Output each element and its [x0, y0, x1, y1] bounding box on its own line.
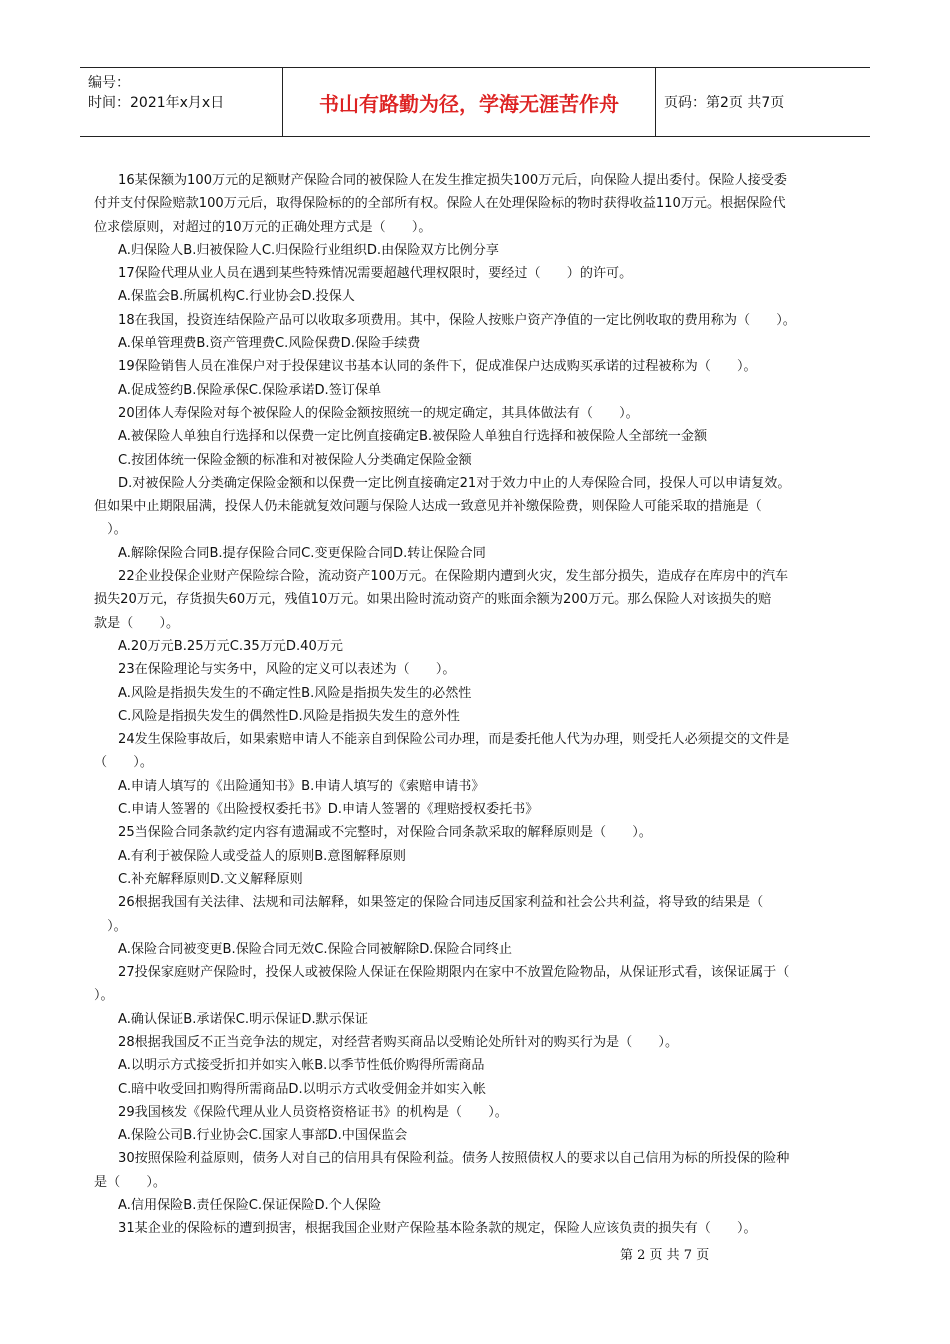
text-line: 16某保额为100万元的足额财产保险合同的被保险人在发生推定损失100万元后，向保险人提出委付。保险人接受委	[118, 173, 787, 188]
text-line: 20团体人寿保险对每个被保险人的保险金额按照统一的规定确定，其具体做法有（ ）。	[118, 405, 639, 421]
text-line: C.按团体统一保险金额的标准和对被保险人分类确定保险金额	[118, 452, 472, 468]
text-line: A.以明示方式接受折扣并如实入帐B.以季节性低价购得所需商品	[118, 1058, 485, 1074]
text-line: 18在我国，投资连结保险产品可以收取多项费用。其中，保险人按账户资产净值的一定比例收取的费用称为（ ）。	[118, 312, 796, 328]
page-header	[80, 67, 870, 137]
text-line: 28根据我国反不正当竞争法的规定，对经营者购买商品以受贿论处所针对的购买行为是（ ）。	[118, 1034, 679, 1050]
text-line: A.促成签约B.保险承保C.保险承诺D.签订保单	[118, 382, 382, 398]
text-line: 27投保家庭财产保险时，投保人或被保险人保证在保险期限内在家中不放置危险物品，从保证形式看，该保证属于（	[118, 965, 790, 981]
text-line: 位求偿原则，对超过的10万元的正确处理方式是（ ）。	[94, 219, 432, 235]
text-line: A.保监会B.所属机构C.行业协会D.投保人	[118, 289, 355, 305]
text-line: A.有利于被保险人或受益人的原则B.意图解释原则	[118, 848, 406, 864]
text-line: 19保险销售人员在准保户对于投保建议书基本认同的条件下，促成准保户达成购买承诺的过程被称为（ ）。	[118, 359, 757, 375]
text-line: 26根据我国有关法律、法规和司法解释，如果签定的保险合同违反国家利益和社会公共利益，将导致的结果是（	[118, 895, 764, 911]
text-line: A.确认保证B.承诺保C.明示保证D.默示保证	[118, 1011, 368, 1027]
text-line: A.归保险人B.归被保险人C.归保险行业组织D.由保险双方比例分享	[118, 242, 499, 258]
text-line: A.20万元B.25万元C.35万元D.40万元	[118, 638, 343, 654]
text-line: 款是（ ）。	[94, 615, 180, 631]
text-line: 17保险代理从业人员在遇到某些特殊情况需要超越代理权限时，要经过（ ）的许可。	[118, 266, 633, 282]
header-motto: 书山有路勤为径，学海无涯苦作舟	[283, 68, 656, 136]
text-line: A.风险是指损失发生的不确定性B.风险是指损失发生的必然性	[118, 685, 472, 701]
text-line: A.保险合同被变更B.保险合同无效C.保险合同被解除D.保险合同终止	[118, 941, 513, 957]
document-number-label: 编号：	[88, 75, 130, 91]
text-line: 但如果中止期限届满，投保人仍未能就复效问题与保险人达成一致意见并补缴保险费，则保险人可能采取的措施是（	[94, 499, 762, 515]
text-line: ）。	[94, 918, 127, 934]
text-line: （ ）。	[94, 755, 153, 771]
text-line: ）。	[94, 522, 127, 538]
text-line: 损失20万元，存货损失60万元，残值10万元。如果出险时流动资产的账面余额为200万元。那么保险人对该损失的赔	[94, 592, 772, 608]
document-date-label: 时间：2021年x月x日	[88, 95, 225, 111]
text-line: 24发生保险事故后，如果索赔申请人不能亲自到保险公司办理，而是委托他人代为办理，则受托人必须提交的文件是	[118, 732, 790, 748]
header-page-info: 页码：第2页 共7页	[664, 95, 785, 111]
text-line: 31某企业的保险标的遭到损害，根据我国企业财产保险基本险条款的规定，保险人应该负责的损失有（ ）。	[118, 1221, 757, 1237]
document-body	[94, 169, 866, 1241]
text-line: A.申请人填写的《出险通知书》B.申请人填写的《索赔申请书》	[118, 778, 485, 794]
text-line: A.保险公司B.行业协会C.国家人事部D.中国保监会	[118, 1128, 408, 1144]
text-line: A.被保险人单独自行选择和以保费一定比例直接确定B.被保险人单独自行选择和被保险人全部统一金额	[118, 429, 708, 445]
text-line: C.申请人签署的《出险授权委托书》D.申请人签署的《理赔授权委托书》	[118, 802, 539, 818]
text-line: D.对被保险人分类确定保险金额和以保费一定比例直接确定21对于效力中止的人寿保险合同，投保人可以申请复效。	[118, 475, 791, 491]
header-meta-cell	[80, 68, 283, 136]
text-line: 22企业投保企业财产保险综合险，流动资产100万元。在保险期内遭到火灾，发生部分损失，造成存在库房中的汽车	[118, 569, 789, 585]
text-line: C.补充解释原则D.文义解释原则	[118, 871, 303, 887]
text-line: C.暗中收受回扣购得所需商品D.以明示方式收受佣金并如实入帐	[118, 1081, 486, 1097]
text-line: ）。	[94, 988, 114, 1004]
text-line: A.保单管理费B.资产管理费C.风险保费D.保险手续费	[118, 336, 421, 352]
text-line: 30按照保险利益原则，债务人对自己的信用具有保险利益。债务人按照债权人的要求以自己信用为标的所投保的险种	[118, 1151, 790, 1167]
text-line: 29我国核发《保险代理从业人员资格资格证书》的机构是（ ）。	[118, 1104, 508, 1120]
text-line: 是（ ）。	[94, 1174, 167, 1190]
text-line: 23在保险理论与实务中，风险的定义可以表述为（ ）。	[118, 662, 456, 678]
text-line: A.解除保险合同B.提存保险合同C.变更保险合同D.转让保险合同	[118, 545, 486, 561]
text-line: 25当保险合同条款约定内容有遗漏或不完整时，对保险合同条款采取的解释原则是（ ）。	[118, 825, 652, 841]
text-line: 付并支付保险赔款100万元后，取得保险标的的全部所有权。保险人在处理保险标的物时获得收益110万元。根据保险代	[94, 196, 786, 212]
text-line: C.风险是指损失发生的偶然性D.风险是指损失发生的意外性	[118, 708, 460, 724]
page-footer: 第 2 页 共 7 页	[620, 1248, 710, 1263]
text-line: A.信用保险B.责任保险C.保证保险D.个人保险	[118, 1198, 382, 1214]
